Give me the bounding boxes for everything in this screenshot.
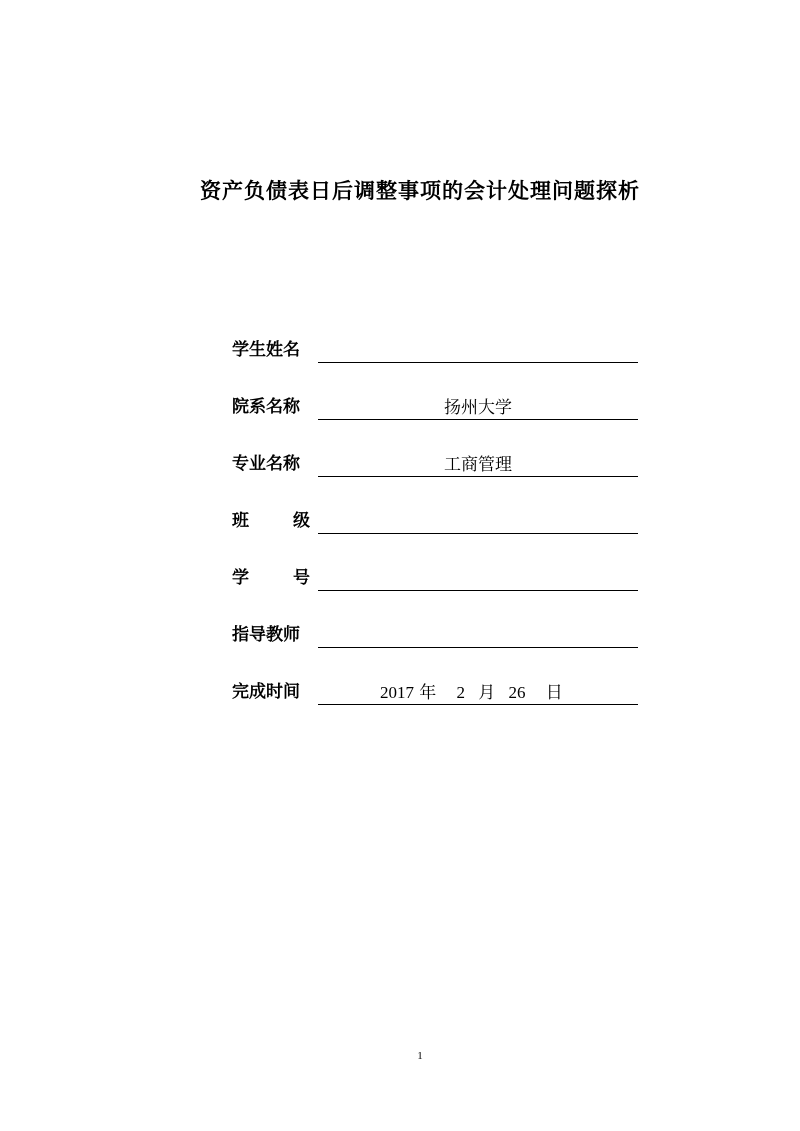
field-label-student-name: 学生姓名: [232, 340, 300, 360]
field-label-completion-date: 完成时间: [232, 682, 300, 702]
field-label-student-id: [232, 564, 310, 592]
field-label-advisor: 指导教师: [232, 625, 300, 645]
field-row-department: [232, 393, 642, 450]
field-label-department: 院系名称: [232, 397, 300, 417]
document-title: 资产负债表日后调整事项的会计处理问题探析: [200, 179, 640, 203]
field-value-department: 扬州大学: [318, 393, 638, 420]
field-value-major: 工商管理: [318, 450, 638, 477]
field-value-completion-date: [318, 678, 638, 705]
field-row-major: [232, 450, 642, 507]
date-year-unit: 年: [419, 683, 437, 702]
page-number: 1: [417, 1050, 423, 1062]
date-month-unit: 月: [478, 683, 496, 702]
date-year: 2017: [380, 683, 414, 702]
field-label-major: 专业名称: [232, 454, 300, 474]
field-label-class-char-2: 级: [293, 511, 310, 531]
field-row-advisor: [232, 621, 642, 678]
field-row-student-id: [232, 564, 642, 621]
field-label-student-id-char-1: 学: [232, 568, 249, 588]
date-day-unit: 日: [545, 683, 563, 702]
field-row-class: [232, 507, 642, 564]
field-label-class-char-1: 班: [232, 511, 249, 531]
field-value-student-name: [318, 336, 638, 363]
field-value-student-id: [318, 564, 638, 591]
field-label-class: [232, 507, 310, 535]
field-row-completion-date: [232, 678, 642, 735]
date-day: 26: [508, 683, 526, 702]
field-value-advisor: [318, 621, 638, 648]
field-row-student-name: [232, 336, 642, 393]
field-label-student-id-char-2: 号: [293, 568, 310, 588]
date-month: 2: [456, 683, 465, 702]
field-value-class: [318, 507, 638, 534]
cover-info-form: [232, 336, 642, 735]
